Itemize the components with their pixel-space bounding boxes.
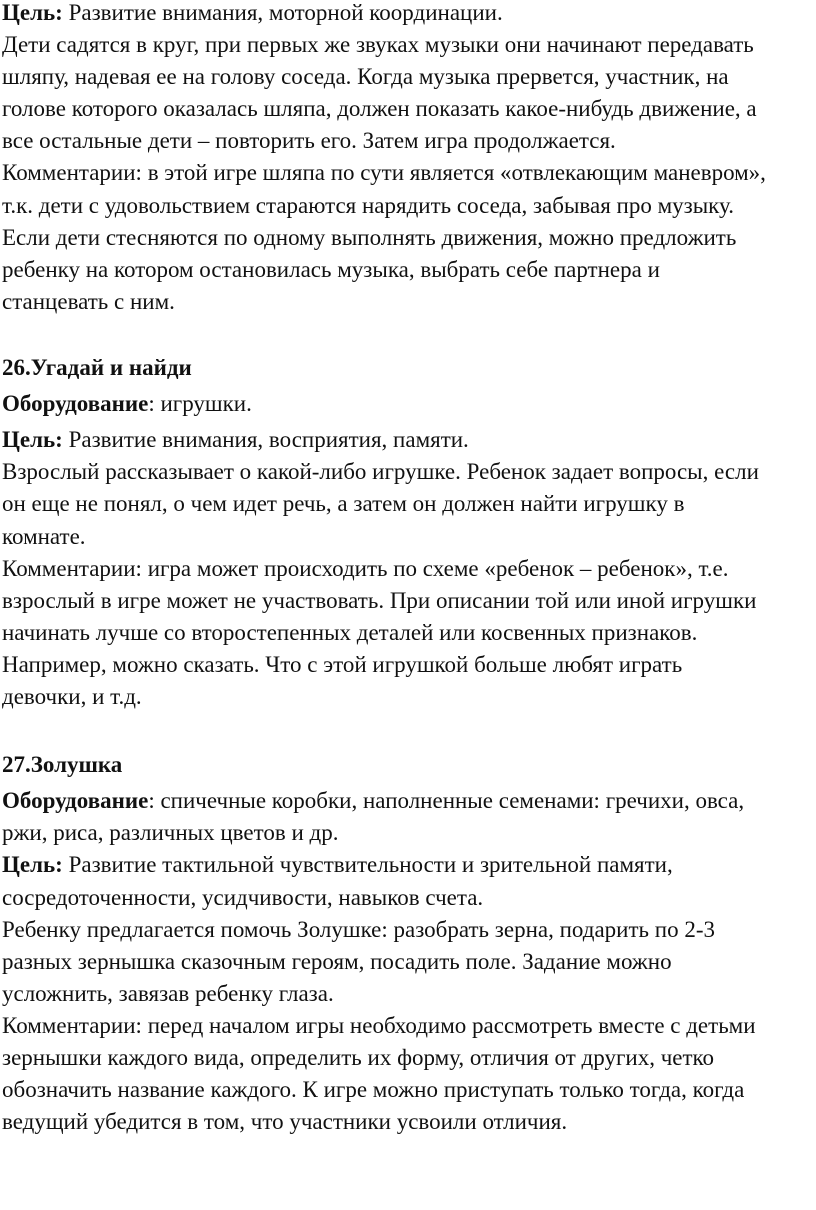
game27-text-line: усложнить, завязав ребенку глаза. — [2, 980, 334, 1006]
intro-comment-line: станцевать с ним. — [2, 288, 175, 314]
intro-text-line: шляпу, надевая ее на голову соседа. Когда музыка прервется, участник, на — [2, 64, 729, 90]
comment-label: Комментарии: — [2, 1012, 142, 1038]
game26-goal-line — [2, 424, 812, 456]
intro-goal-line — [2, 0, 812, 29]
game27-text-line: разных зернышка сказочным героям, посадить поле. Задание можно — [2, 948, 672, 974]
game26-comment-line: Например, можно сказать. Что с этой игрушкой больше любят играть — [2, 651, 683, 677]
game26-comment-line: начинать лучше со второстепенных деталей или косвенных признаков. — [2, 619, 698, 645]
intro-comment-line — [2, 157, 812, 189]
game26-comment-line: девочки, и т.д. — [2, 683, 142, 709]
game27-comment-line: зернышки каждого вида, определить их форму, отличия от других, четко — [2, 1045, 715, 1070]
game26-text-line: комнате. — [2, 523, 86, 549]
intro-comment-line: т.к. дети с удовольствием стараются нарядить соседа, забывая про музыку. — [2, 192, 734, 218]
game27-comment-line — [2, 1010, 812, 1042]
game26-text-line: Взрослый рассказывает о какой-либо игрушке. Ребенок задает вопросы, если — [2, 459, 759, 485]
game26-comment-text: игра может происходить по схеме «ребенок – ребенок», т.е. — [141, 555, 729, 581]
game27-comment-text: перед началом игры необходимо рассмотреть вместе с детьми — [141, 1012, 756, 1038]
intro-text-line: голове которого оказалась шляпа, должен показать какое-нибудь движение, а — [2, 96, 757, 122]
equipment-label: Оборудование — [2, 788, 149, 814]
equipment-label: Оборудование — [2, 391, 149, 417]
game27-equipment-line2: ржи, риса, различных цветов и др. — [2, 820, 339, 846]
intro-comment-text: в этой игре шляпа по сути является «отвлекающим маневром», — [141, 160, 766, 186]
goal-label: Цель: — [2, 852, 63, 878]
intro-comment-line: Если дети стесняются по одному выполнять движения, можно предложить — [2, 224, 737, 250]
comment-label: Комментарии: — [2, 555, 142, 581]
game27-equipment-line — [2, 785, 812, 817]
intro-goal-text: Развитие внимания, моторной координации. — [62, 0, 503, 25]
intro-text-line: Дети садятся в круг, при первых же звуках музыки они начинают передавать — [2, 32, 754, 58]
goal-label: Цель: — [2, 0, 63, 25]
game26-comment-line: взрослый в игре может не участвовать. При описании той или иной игрушки — [2, 587, 757, 613]
game27-title: 27.Золушка — [2, 752, 123, 778]
spacer — [2, 713, 812, 745]
goal-label: Цель: — [2, 427, 63, 453]
game26-equipment-line — [2, 388, 812, 420]
game27-text-line: Ребенку предлагается помочь Золушке: разобрать зерна, подарить по 2-3 — [2, 916, 715, 942]
game26-equipment-text: : игрушки. — [148, 391, 252, 417]
game27-comment-line: обозначить название каждого. К игре можно приступать только тогда, когда — [2, 1077, 745, 1103]
comment-label: Комментарии: — [2, 160, 142, 186]
game27-goal-line2: сосредоточенности, усидчивости, навыков счета. — [2, 884, 484, 910]
game27-equipment-text: : спичечные коробки, наполненные семенами: гречихи, овса, — [148, 788, 745, 814]
game27-goal-line — [2, 849, 812, 881]
intro-comment-line: ребенку на котором остановилась музыка, выбрать себе партнера и — [2, 256, 660, 282]
game27-comment-line: ведущий убедится в том, что участники усвоили отличия. — [2, 1109, 568, 1135]
game26-text-line: он еще не понял, о чем идет речь, а затем он должен найти игрушку в — [2, 491, 685, 517]
intro-text-line: все остальные дети – повторить его. Затем игра продолжается. — [2, 128, 616, 154]
game26-comment-line — [2, 553, 812, 585]
game27-goal-text: Развитие тактильной чувствительности и зрительной памяти, — [62, 852, 673, 878]
game26-title: 26.Угадай и найди — [2, 355, 192, 381]
spacer — [2, 318, 812, 350]
game26-goal-text: Развитие внимания, восприятия, памяти. — [62, 427, 469, 453]
